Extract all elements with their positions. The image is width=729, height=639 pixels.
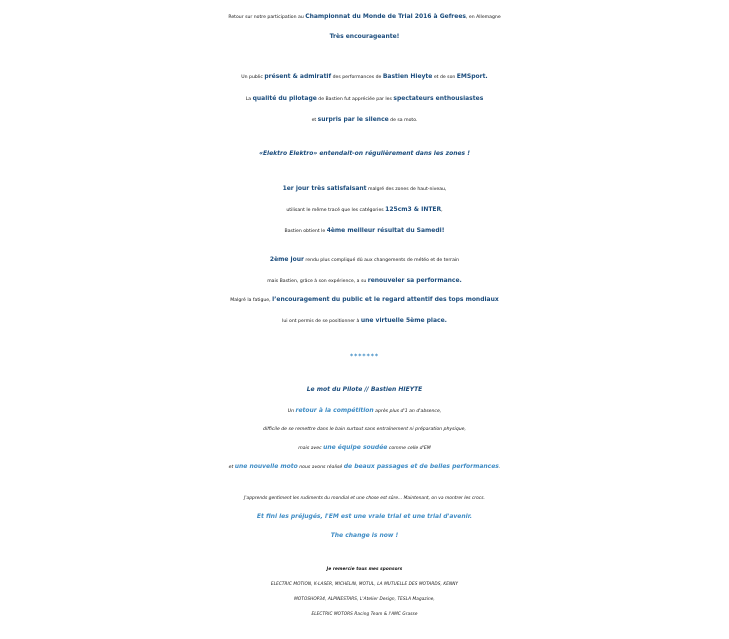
intro-line [0,13,729,20]
day2-l2-b: renouveler sa performance. [367,277,462,284]
intro-pre: Retour sur notre participation au [228,15,306,20]
public-l2-c: de Bastien fut appréciée par les [316,97,394,102]
day1-line-3 [0,227,729,234]
day2-line-1 [0,256,729,263]
public-l3-c: de sa moto. [388,118,418,123]
day2-l2-a: mais Bastien, grâce à son expérience, a su [267,279,368,284]
day1-l2-b: 125cm3 & INTER [385,206,442,213]
pilot-line-4 [0,463,729,470]
day2-line-4 [0,317,729,324]
quote-text: «Elektro Elektro» entendait-on régulièrement dans les zones ! [259,150,470,157]
pilot-l4-d: de beaux passages et de belles performances [343,463,499,470]
public-l2-b: qualité du pilotage [252,95,317,102]
public-l1-e: et de son [432,75,457,80]
pilot-l3-a: mais avec [298,446,324,451]
pilot-l3-b: une équipe soudée [323,444,388,451]
public-l1-c: des performances de [331,75,383,80]
public-l1-d: Bastien Hieyte [382,73,433,80]
intro-event: Championnat du Monde de Trial 2016 à Gefrees [305,13,466,20]
separator-stars: ******* [350,353,379,360]
public-line-1 [0,73,729,80]
day1-l1-a: 1er jour très satisfaisant [282,185,367,192]
pilot-line-1 [0,407,729,414]
sponsors-line-2: MOTOSHOP34, ALPINESTARS, L'Atelier Design, TESLA Magazine, [294,596,435,601]
pilot-line-2: difficile de se remettre dans le bain surtout sans entraînement ni préparation physique, [263,427,466,432]
pilot-l3-c: comme celle d'EM [387,446,431,451]
pilot-heading: Le mot du Pilote // Bastien HIEYTE [306,386,423,393]
public-l2-a: La [245,97,253,102]
pilot-l4-e: . [498,465,501,470]
day2-l3-a: Malgré la fatigue, [230,298,273,303]
pilot-line-5: J'apprends gentiment les rudiments du mondial et une chose est sûre... Maintenant, on va montrer les crocs. [244,496,485,501]
public-l1-b: présent & admiratif [264,73,332,80]
day1-l2-a: utilisant le même tracé que les catégories [286,208,386,213]
pilot-line-3 [0,444,729,451]
public-line-2 [0,95,729,102]
pilot-line-6: Et fini les préjugés, l'EM est une vraie trial et une trial d'avenir. [256,513,473,520]
day1-line-1 [0,185,729,192]
day1-l3-b: 4ème meilleur résultat du Samedi! [326,227,445,234]
public-line-3 [0,116,729,123]
pilot-l1-a: Un [287,409,296,414]
pilot-l1-c: après plus d'1 an d'absence, [373,409,442,414]
public-l1-a: Un public [241,75,265,80]
pilot-heading-line [0,385,729,393]
sponsors-line-3: ELECTRIC MOTORS Racing Team & l'AMC Grasse [311,611,418,616]
day1-l2-c: , [441,208,443,213]
day2-line-2 [0,277,729,284]
public-l3-b: surpris par le silence [317,116,389,123]
quote-line [0,150,729,157]
pilot-l1-b: retour à la compétition [295,407,374,414]
day1-l3-a: Bastien obtient le [284,229,327,234]
pilot-l4-c: nous avons réalisé [297,465,344,470]
sponsors-line-1: ELECTRIC MOTION, K-LASER, MICHELIN, MOTUL, LA MUTUELLE DES MOTARDS, KENNY [270,581,459,586]
intro-post: , en Allemagne [465,15,501,20]
day1-line-2 [0,206,729,213]
public-l1-f: EMSport. [456,73,488,80]
public-l3-a: et [311,118,318,123]
pilot-l4-a: et [228,465,235,470]
public-l2-d: spectateurs enthousiastes [393,95,484,102]
intro-verdict: Très encourageante! [329,33,400,40]
pilot-line-7: The change is now ! [330,532,399,539]
pilot-l4-b: une nouvelle moto [234,463,298,470]
day2-line-3 [0,296,729,303]
sponsors-intro: Je remercie tous mes sponsors [326,566,403,571]
day2-l1-b: rendu plus compliqué dû aux changements de météo et de terrain [303,258,460,263]
day2-l4-b: une virtuelle 5ème place. [360,317,447,324]
day1-l1-b: malgré des zones de haut-niveau, [366,187,447,192]
day2-l3-b: l’encouragement du public et le regard attentif des tops mondiaux [272,296,499,303]
day2-l1-a: 2ème jour [269,256,304,263]
day2-l4-a: lui ont permis de se positionner à [282,319,361,324]
